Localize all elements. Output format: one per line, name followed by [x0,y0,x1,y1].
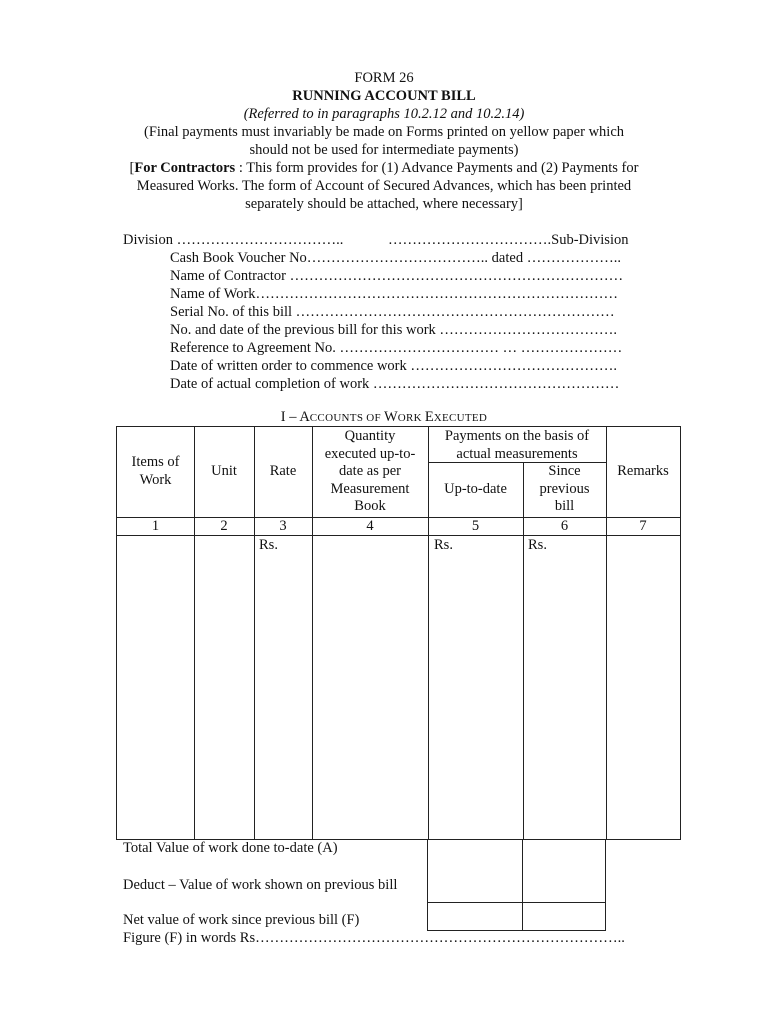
total-value-label: Total Value of work done to-date (A) [123,840,338,856]
form-title: RUNNING ACCOUNT BILL [292,88,476,104]
header-items-of-work: Items of Work [131,454,180,488]
work-accounts-table [116,426,681,840]
column-number: 5 [471,518,480,534]
col-divider [606,427,607,839]
bracket-open: [ [129,160,135,176]
figure-in-words-field: Figure (F) in words Rs………………………………………………………………….. [123,930,625,946]
net-value-label: Net value of work since previous bill (F) [123,912,360,928]
rate-currency: Rs. [259,537,278,553]
contractors-note-line3: separately should be attached, where necessary] [245,196,523,212]
total-up-to-date-box [427,839,523,903]
work-name-field: Name of Work………………………………………………………………… [170,286,619,302]
column-number: 4 [366,518,374,534]
form-number: FORM 26 [354,70,414,86]
column-number: 7 [639,518,647,534]
header-rate: Rate [269,463,297,479]
header-up-to-date: Up-to-date [444,481,507,497]
net-up-to-date-box [427,902,523,931]
contractors-note-line2: Measured Works. The form of Account of Secured Advances, which has been printed [136,178,632,194]
serial-number-field: Serial No. of this bill ………………………………………………………… [170,304,615,320]
sub-division-field: …………………………….Sub-Division [388,232,629,248]
contractors-text: : This form provides for (1) Advance Payments and (2) Payments for [235,160,639,176]
column-number: 6 [560,518,569,534]
deduct-label: Deduct – Value of work shown on previous bill [123,877,398,893]
payment-note-line1: (Final payments must invariably be made on Forms printed on yellow paper which [143,124,624,140]
contractor-name-field: Name of Contractor …………………………………………………………… [170,268,624,284]
total-since-previous-box [522,839,606,903]
contractors-note-line1 [0,160,768,178]
header-payments: Payments on the basis of actual measurements [444,428,590,462]
header-unit: Unit [211,463,237,479]
section-title: I – ACCOUNTS OF WORK EXECUTED [280,409,488,425]
column-number: 2 [220,518,228,534]
division-field: Division …………………………….. [123,232,344,248]
up-to-date-currency: Rs. [434,537,453,553]
agreement-field: Reference to Agreement No. …………………………… … ………………… [170,340,623,356]
header-remarks: Remarks [617,463,669,479]
cash-book-field: Cash Book Voucher No……………………………….. dated ……………….. [170,250,621,266]
completion-date-field: Date of actual completion of work …………………………………………… [170,376,620,392]
since-previous-currency: Rs. [528,537,547,553]
column-number: 1 [151,518,160,534]
reference-note: (Referred to in paragraphs 10.2.12 and 10.2.14) [243,106,525,122]
net-since-previous-box [522,902,606,931]
col-divider [194,427,195,839]
column-number: 3 [279,518,287,534]
header-since-previous-bill: Since previous bill [539,463,590,514]
col-divider [254,427,255,839]
contractors-label: For Contractors [134,160,236,176]
previous-bill-field: No. and date of the previous bill for this work ………………………………. [170,322,618,338]
header-quantity: Quantity executed up-to- date as per Measurement Book [324,428,416,514]
written-order-date-field: Date of written order to commence work ……………………………………. [170,358,617,374]
payment-note-line2: should not be used for intermediate payments) [249,142,519,158]
